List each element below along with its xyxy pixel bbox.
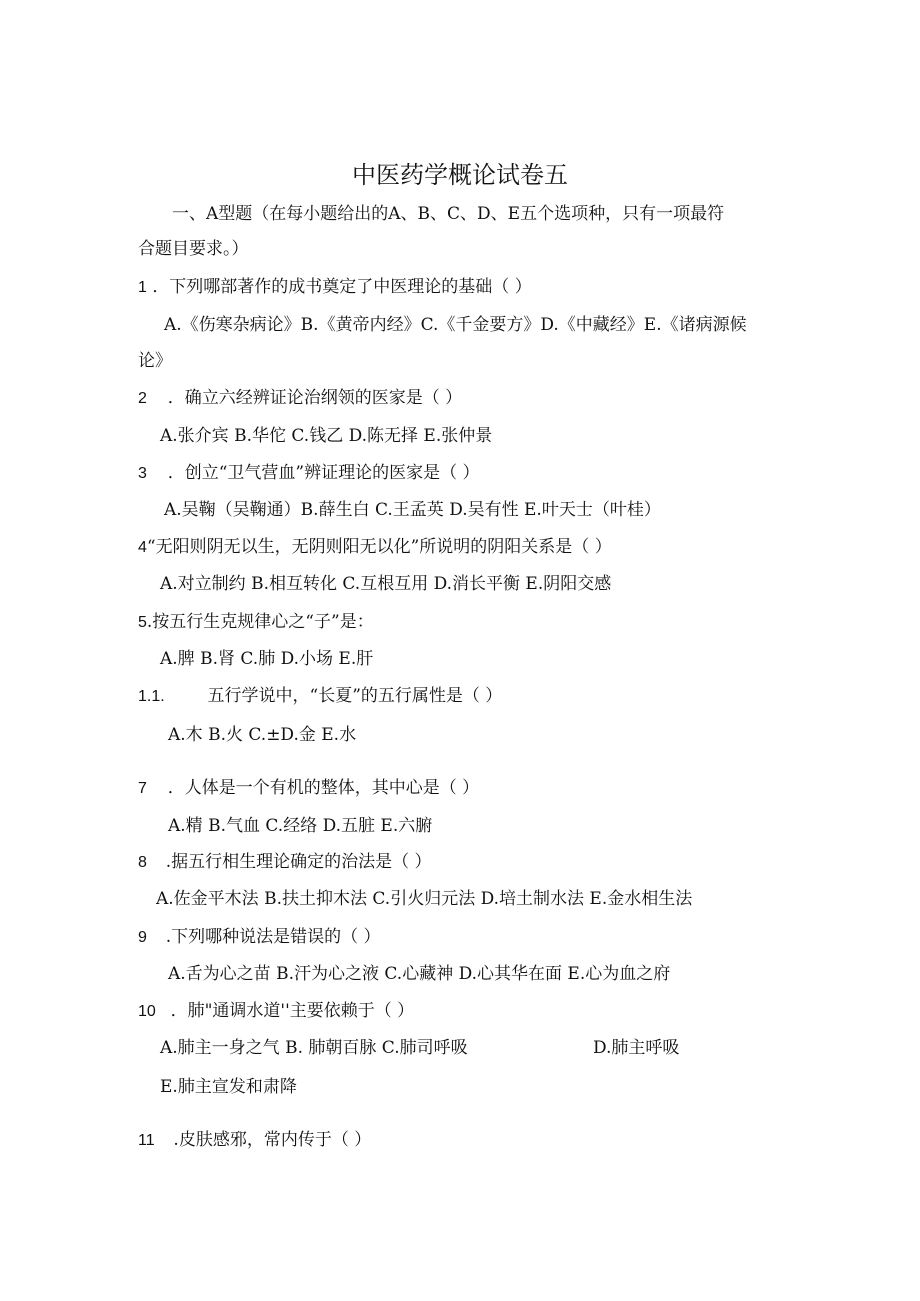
question-9-options: A.舌为心之苗 B.汗为心之液 C.心藏神 D.心其华在面 E.心为血之府: [168, 964, 671, 984]
question-4-options: A.对立制约 B.相互转化 C.互根互用 D.消长平衡 E.阴阳交感: [160, 574, 612, 594]
question-10: [138, 1000, 414, 1023]
question-number: 9: [138, 929, 147, 946]
question-5-options: A.脾 B.肾 C.肺 D.小场 E.肝: [160, 649, 374, 669]
question-number: 5: [138, 614, 147, 631]
question-11: [138, 1129, 371, 1152]
question-number: 4: [138, 539, 147, 556]
question-stem: ．创立“卫气营血”辨证理论的医家是（ ）: [167, 463, 480, 483]
question-number: 3: [138, 465, 147, 482]
page-title: 中医药学概论试卷五: [352, 161, 568, 189]
section-heading-line2: 合题目要求。）: [138, 239, 249, 259]
question-7: [138, 777, 479, 800]
question-8-options: A.佐金平木法 B.扶土抑木法 C.引火归元法 D.培土制水法 E.金水相生法: [156, 889, 693, 909]
question-stem: .皮肤感邪，常内传于（ ）: [173, 1130, 372, 1150]
question-number: 2: [138, 390, 147, 407]
question-stem: ．肺"通调水道''主要依赖于（ ）: [170, 1001, 415, 1021]
question-number: 7: [138, 780, 147, 797]
question-stem: .下列哪种说法是错误的（ ）: [165, 927, 381, 947]
question-stem: ．确立六经辨证论治纲领的医家是（ ）: [167, 388, 463, 408]
question-9: [138, 926, 381, 949]
question-number: 8: [138, 854, 147, 871]
question-stem: .按五行生克规律心之“子”是：: [146, 612, 374, 632]
question-7-options: A.精 B.气血 C.经络 D.五脏 E.六腑: [168, 816, 433, 836]
question-6: [138, 685, 502, 708]
question-number: 1.1.: [138, 688, 165, 705]
question-stem: ．人体是一个有机的整体，其中心是（ ）: [167, 778, 480, 798]
question-5: [138, 611, 374, 634]
question-number: 1: [138, 279, 147, 296]
question-4: [138, 536, 612, 559]
question-1-options-line2: 论》: [138, 351, 172, 371]
question-stem: “无阳则阴无以生，无阴则阳无以化”所说明的阴阳关系是（ ）: [146, 537, 612, 557]
question-10-options-part1: A.肺主一身之气 B. 肺朝百脉 C.肺司呼吸: [160, 1038, 468, 1058]
section-heading-line1: 一、A型题（在每小题给出的A、B、C、D、E五个选项种，只有一项最符: [172, 204, 725, 224]
question-number: 10: [138, 1003, 156, 1020]
question-2: [138, 387, 462, 410]
question-3-options: A.吴鞠（吴鞠通）B.薛生白 C.王孟英 D.吴有性 E.叶天士（叶桂）: [164, 500, 661, 520]
question-10-options-part2: D.肺主呼吸: [593, 1038, 680, 1058]
question-1: [138, 276, 532, 299]
question-6-options: A.木 B.火 C.±D.金 E.水: [168, 725, 357, 745]
question-stem: .据五行相生理论确定的治法是（ ）: [165, 852, 432, 872]
question-1-options-line1: A.《伤寒杂病论》B.《黄帝内经》C.《千金要方》D.《中藏经》E.《诸病源候: [164, 315, 747, 335]
question-3: [138, 462, 480, 485]
question-stem: ．下列哪部著作的成书奠定了中医理论的基础（ ）: [152, 277, 532, 297]
question-8: [138, 851, 432, 874]
question-10-options-line2: E.肺主宣发和肃降: [160, 1077, 297, 1097]
question-2-options: A.张介宾 B.华佗 C.钱乙 D.陈无择 E.张仲景: [160, 426, 493, 446]
question-stem: 五行学说中，“长夏”的五行属性是（ ）: [207, 686, 503, 706]
question-number: 11: [138, 1132, 155, 1149]
